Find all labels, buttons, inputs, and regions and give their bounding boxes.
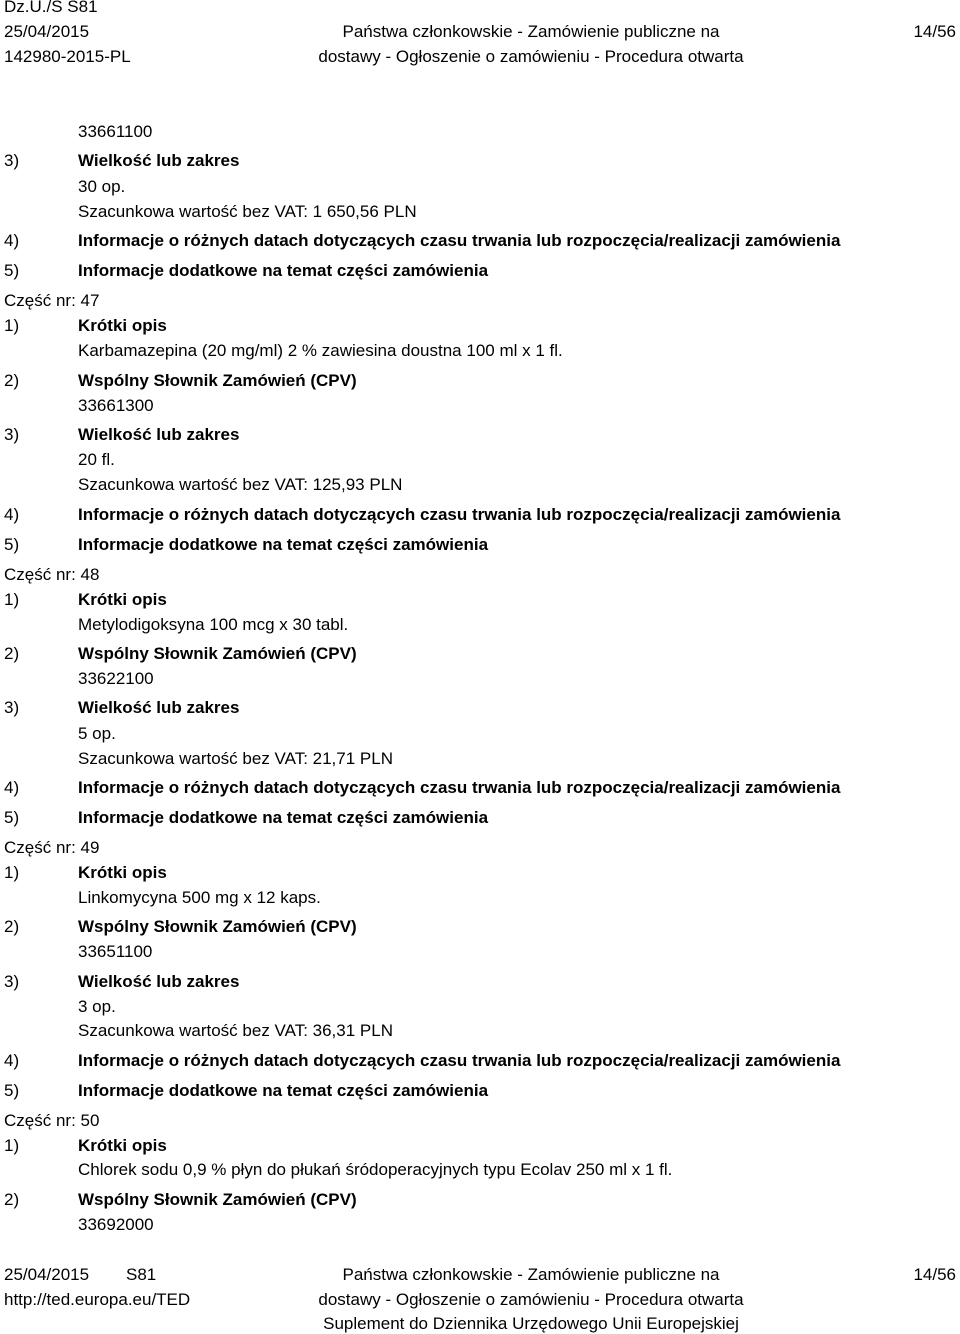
part-number: Część nr: 47	[4, 291, 100, 310]
section-heading-quantity: Wielkość lub zakres	[78, 425, 240, 444]
short-description: Metylodigoksyna 100 mcg x 30 tabl.	[78, 615, 349, 634]
section-number: 1)	[4, 863, 20, 882]
section-heading-short-description: Krótki opis	[78, 316, 167, 335]
cpv-code: 33651100	[78, 942, 153, 961]
section-number: 1)	[4, 316, 20, 335]
section-number: 3)	[4, 972, 20, 991]
section-heading-quantity: Wielkość lub zakres	[78, 972, 240, 991]
footer-series: S81	[126, 1265, 157, 1284]
cpv-code: 33622100	[78, 669, 154, 688]
section-heading-dates: Informacje o różnych datach dotyczących czasu trwania lub rozpoczęcia/realizacji zamówienia	[78, 778, 841, 797]
section-heading-cpv: Wspólny Słownik Zamówień (CPV)	[78, 371, 357, 390]
estimated-value: Szacunkowa wartość bez VAT: 21,71 PLN	[78, 749, 393, 768]
section-number: 5)	[4, 261, 20, 280]
section-number: 2)	[4, 644, 20, 663]
section-number: 1)	[4, 590, 20, 609]
footer-title-line1: Państwa członkowskie - Zamówienie publiczne na	[342, 1265, 720, 1284]
quantity-value: 5 op.	[78, 724, 116, 743]
section-heading-additional-info: Informacje dodatkowe na temat części zamówienia	[78, 261, 489, 280]
section-number: 4)	[4, 1051, 20, 1070]
cpv-code: 33661100	[78, 122, 153, 141]
section-heading-dates: Informacje o różnych datach dotyczących czasu trwania lub rozpoczęcia/realizacji zamówienia	[78, 231, 841, 250]
section-heading-dates: Informacje o różnych datach dotyczących czasu trwania lub rozpoczęcia/realizacji zamówienia	[78, 1051, 841, 1070]
header-journal-ref: Dz.U./S S81	[4, 0, 98, 16]
section-number: 5)	[4, 808, 20, 827]
quantity-value: 30 op.	[78, 177, 126, 196]
section-number: 3)	[4, 425, 20, 444]
section-number: 2)	[4, 1190, 20, 1209]
short-description: Chlorek sodu 0,9 % płyn do płukań śródoperacyjnych typu Ecolav 250 ml x 1 fl.	[78, 1160, 673, 1179]
section-heading-cpv: Wspólny Słownik Zamówień (CPV)	[78, 1190, 357, 1209]
header-doc-id: 142980-2015-PL	[4, 47, 131, 66]
section-heading-additional-info: Informacje dodatkowe na temat części zamówienia	[78, 1081, 489, 1100]
section-number: 1)	[4, 1136, 20, 1155]
section-number: 4)	[4, 505, 20, 524]
section-heading-short-description: Krótki opis	[78, 1136, 167, 1155]
section-number: 5)	[4, 535, 20, 554]
section-number: 4)	[4, 778, 20, 797]
section-number: 3)	[4, 151, 20, 170]
section-heading-cpv: Wspólny Słownik Zamówień (CPV)	[78, 644, 357, 663]
short-description: Karbamazepina (20 mg/ml) 2 % zawiesina doustna 100 ml x 1 fl.	[78, 341, 563, 360]
cpv-code: 33661300	[78, 396, 154, 415]
cpv-code: 33692000	[78, 1215, 154, 1234]
section-heading-additional-info: Informacje dodatkowe na temat części zamówienia	[78, 808, 489, 827]
quantity-value: 20 fl.	[78, 450, 115, 469]
part-number: Część nr: 48	[4, 565, 100, 584]
estimated-value: Szacunkowa wartość bez VAT: 125,93 PLN	[78, 475, 403, 494]
header-page-number: 14/56	[913, 22, 956, 41]
section-heading-quantity: Wielkość lub zakres	[78, 698, 240, 717]
header-title-line1: Państwa członkowskie - Zamówienie publiczne na	[342, 22, 720, 41]
section-number: 2)	[4, 371, 20, 390]
section-heading-additional-info: Informacje dodatkowe na temat części zamówienia	[78, 535, 489, 554]
part-number: Część nr: 49	[4, 838, 100, 857]
estimated-value: Szacunkowa wartość bez VAT: 36,31 PLN	[78, 1021, 393, 1040]
header-date: 25/04/2015	[4, 22, 90, 41]
footer-date: 25/04/2015	[4, 1265, 90, 1284]
part-number: Część nr: 50	[4, 1111, 100, 1130]
footer-title-line3: Suplement do Dziennika Urzędowego Unii Europejskiej	[323, 1314, 739, 1333]
section-number: 4)	[4, 231, 20, 250]
estimated-value: Szacunkowa wartość bez VAT: 1 650,56 PLN	[78, 202, 417, 221]
quantity-value: 3 op.	[78, 997, 116, 1016]
section-heading-short-description: Krótki opis	[78, 590, 167, 609]
section-heading-quantity: Wielkość lub zakres	[78, 151, 240, 170]
section-heading-dates: Informacje o różnych datach dotyczących czasu trwania lub rozpoczęcia/realizacji zamówienia	[78, 505, 841, 524]
header-title-line2: dostawy - Ogłoszenie o zamówieniu - Procedura otwarta	[318, 47, 744, 66]
section-number: 5)	[4, 1081, 20, 1100]
footer-title-line2: dostawy - Ogłoszenie o zamówieniu - Procedura otwarta	[318, 1290, 744, 1309]
section-number: 2)	[4, 917, 20, 936]
section-heading-cpv: Wspólny Słownik Zamówień (CPV)	[78, 917, 357, 936]
short-description: Linkomycyna 500 mg x 12 kaps.	[78, 888, 321, 907]
section-number: 3)	[4, 698, 20, 717]
footer-page-number: 14/56	[913, 1265, 956, 1284]
footer-url[interactable]: http://ted.europa.eu/TED	[4, 1290, 191, 1309]
section-heading-short-description: Krótki opis	[78, 863, 167, 882]
